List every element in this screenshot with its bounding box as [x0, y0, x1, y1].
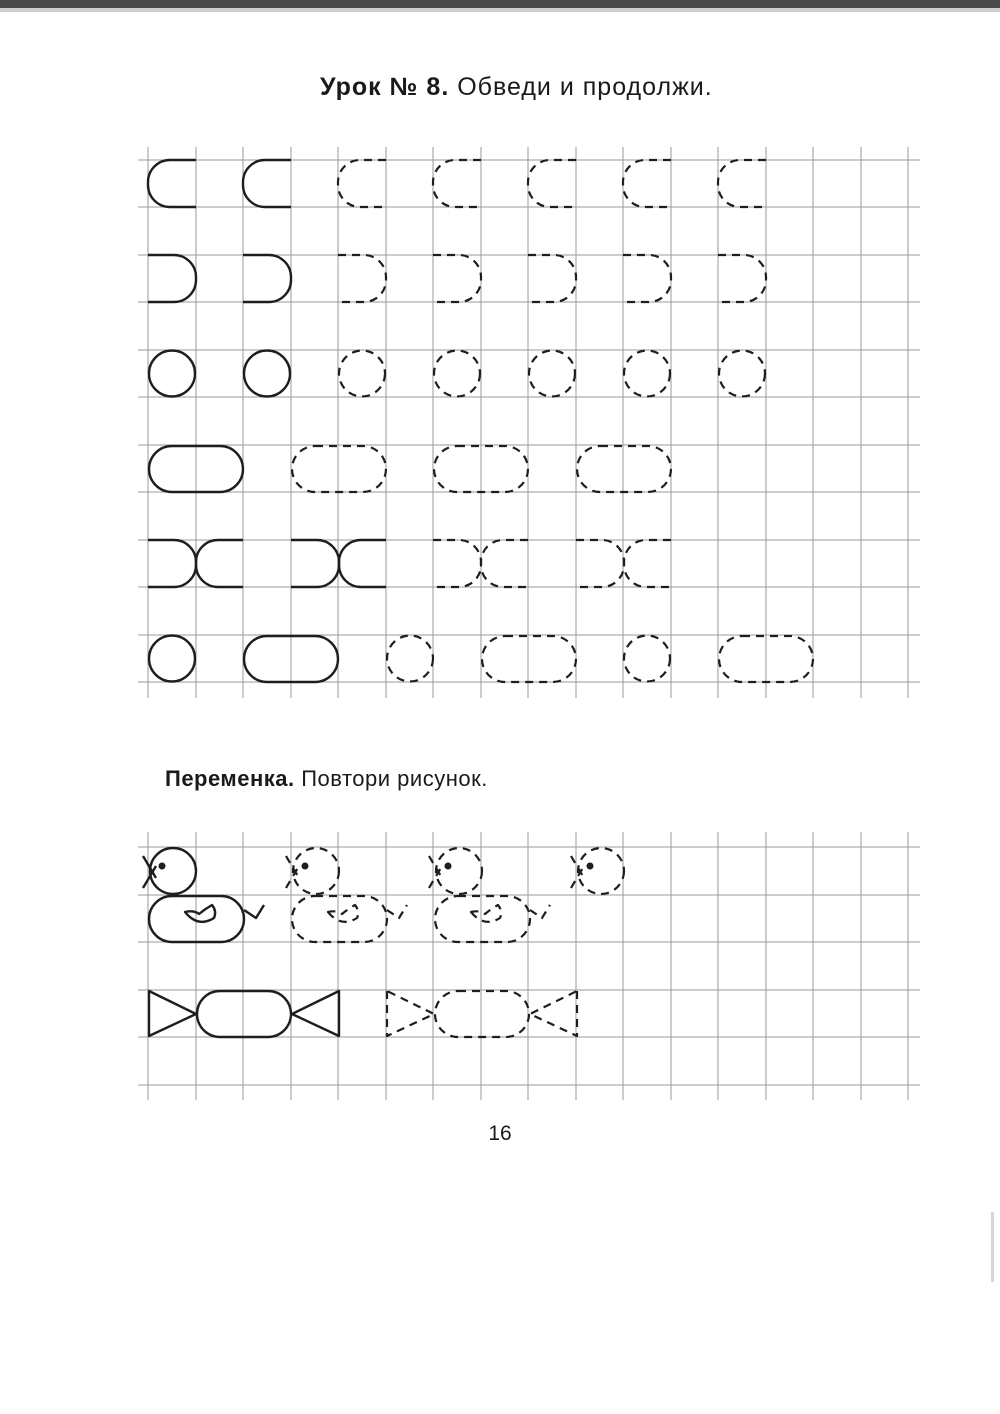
- duck-eye: [302, 863, 309, 870]
- duck-wing-trace[interactable]: [328, 905, 358, 922]
- duck-wing: [185, 905, 215, 922]
- candy-sample: [149, 991, 339, 1037]
- duck-head-trace[interactable]: [293, 848, 339, 894]
- duck-head-trace-only[interactable]: [571, 848, 624, 894]
- right-arc-trace[interactable]: [433, 255, 481, 302]
- bow-sample-left: [196, 540, 243, 587]
- duck-eye: [159, 863, 166, 870]
- circle-trace[interactable]: [624, 351, 670, 397]
- duck-wing-trace[interactable]: [471, 905, 501, 922]
- lesson-instruction: Обведи и продолжи.: [457, 73, 713, 101]
- row-bows: [148, 540, 671, 587]
- candy-right-wrapper-trace[interactable]: [530, 991, 577, 1036]
- left-arc-trace[interactable]: [338, 160, 386, 207]
- page-number: 16: [488, 1122, 512, 1145]
- duck-tail-trace[interactable]: [387, 905, 407, 918]
- oval-trace[interactable]: [482, 636, 576, 682]
- lesson-label: Урок № 8.: [320, 73, 450, 101]
- circle-trace[interactable]: [434, 351, 480, 397]
- lower-grid: [138, 832, 920, 1100]
- duck-head-trace[interactable]: [578, 848, 624, 894]
- bow-trace-left[interactable]: [624, 540, 671, 587]
- bow-trace-right[interactable]: [576, 540, 624, 587]
- left-arc-trace[interactable]: [718, 160, 766, 207]
- upper-grid: [138, 147, 920, 698]
- duck-tail-trace[interactable]: [530, 905, 550, 918]
- left-arc-sample: [243, 160, 291, 207]
- break-label: Переменка.: [165, 766, 295, 791]
- candy-left-wrapper: [149, 991, 196, 1036]
- right-arc-trace[interactable]: [528, 255, 576, 302]
- oval-trace[interactable]: [577, 446, 671, 492]
- circle-sample: [149, 636, 195, 682]
- right-arc-trace[interactable]: [338, 255, 386, 302]
- right-arc-sample: [148, 255, 196, 302]
- break-title: [165, 766, 488, 792]
- circle-trace[interactable]: [624, 636, 670, 682]
- duck-eye: [587, 863, 594, 870]
- candy-body-trace[interactable]: [435, 991, 529, 1037]
- circle-sample: [244, 351, 290, 397]
- circle-trace[interactable]: [529, 351, 575, 397]
- scan-edge-mark: [991, 1212, 994, 1282]
- left-arc-sample: [148, 160, 196, 207]
- row-right-arcs: [148, 255, 766, 302]
- right-arc-trace[interactable]: [718, 255, 766, 302]
- oval-trace[interactable]: [292, 446, 386, 492]
- bow-sample-right: [148, 540, 196, 587]
- circle-trace[interactable]: [719, 351, 765, 397]
- row-left-arcs: [148, 160, 766, 207]
- circle-trace[interactable]: [339, 351, 385, 397]
- candy-left-wrapper-trace[interactable]: [387, 991, 434, 1036]
- bow-trace-left[interactable]: [481, 540, 528, 587]
- row-ovals: [149, 446, 671, 492]
- left-arc-trace[interactable]: [433, 160, 481, 207]
- row-circles: [149, 351, 765, 397]
- right-arc-trace[interactable]: [623, 255, 671, 302]
- candy-right-wrapper: [292, 991, 339, 1036]
- left-arc-trace[interactable]: [528, 160, 576, 207]
- duck-tail: [244, 905, 264, 918]
- duck-head-trace[interactable]: [436, 848, 482, 894]
- candy-trace[interactable]: [387, 991, 577, 1037]
- circle-sample: [149, 351, 195, 397]
- candy-body: [197, 991, 291, 1037]
- left-arc-trace[interactable]: [623, 160, 671, 207]
- bow-sample-left: [339, 540, 386, 587]
- bow-sample-right: [291, 540, 339, 587]
- duck-body-trace[interactable]: [292, 896, 387, 942]
- right-arc-sample: [243, 255, 291, 302]
- duck-body-trace[interactable]: [435, 896, 530, 942]
- duck-eye: [445, 863, 452, 870]
- bow-trace-right[interactable]: [433, 540, 481, 587]
- circle-trace[interactable]: [387, 636, 433, 682]
- break-instruction: Повтори рисунок.: [301, 766, 488, 791]
- duck-head: [150, 848, 196, 894]
